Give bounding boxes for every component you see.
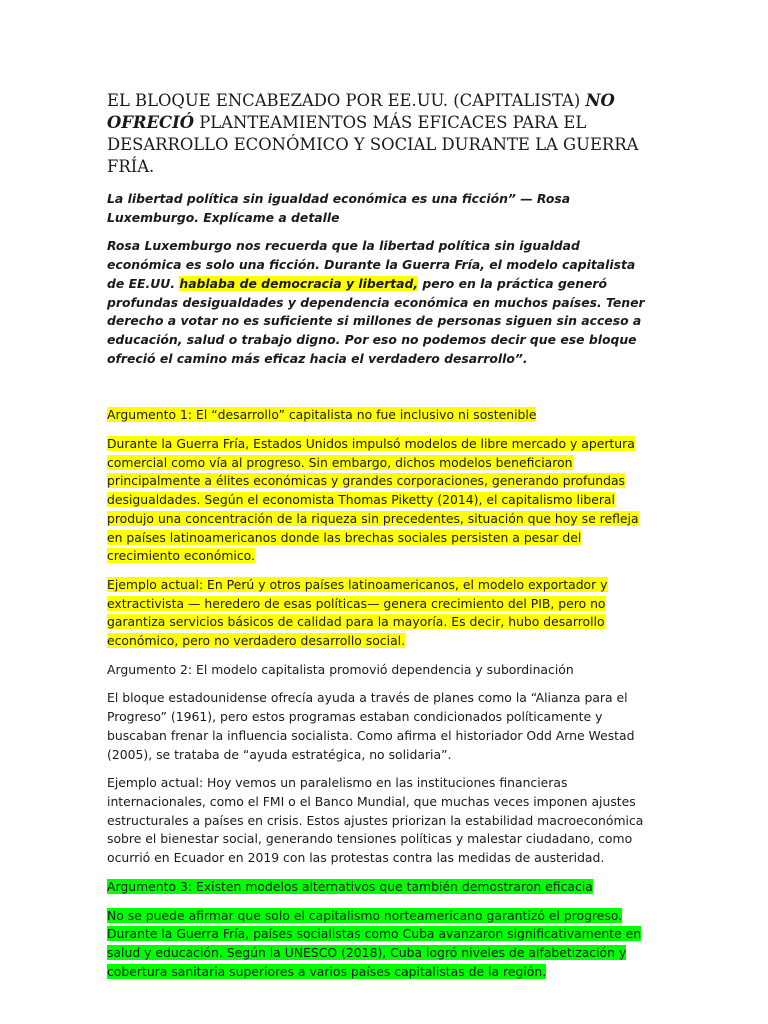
arg3-heading-text: Argumento 3: Existen modelos alternativos que también demostraron eficacia [107, 878, 593, 894]
intro-text-before: Rosa Luxemburgo nos recuerda que la libertad política sin igualdad económica es solo una ficción. Durante la Guerra Fría, el modelo capitalista de EE.UU. [107, 238, 636, 291]
document-title [107, 90, 647, 178]
arg1-example-text: Ejemplo actual: En Perú y otros países latinoamericanos, el modelo exportador y extractivista — heredero de esas políticas— genera crecimiento del PIB, pero no garantiza servicios básicos de calidad para la mayoría. Es decir, hubo desarrollo económico, pero no verdadero desarrollo social. [107, 576, 608, 649]
arg1-body [107, 435, 647, 566]
title-part2: PLANTEAMIENTOS MÁS EFICACES PARA EL DESARROLLO ECONÓMICO Y SOCIAL DURANTE LA GUERRA FRÍA. [107, 113, 639, 176]
intro-text-after: pero en la práctica generó profundas desigualdades y dependencia económica en muchos países. Tener derecho a votar no es suficiente si millones de personas siguen sin acceso a educación, salud o trabajo digno. Por eso no podemos decir que ese bloque ofreció el camino más eficaz hacia el verdadero desarrollo”. [107, 275, 645, 366]
arg3-heading [107, 878, 647, 897]
arg2-heading: Argumento 2: El modelo capitalista promovió dependencia y subordinación [107, 661, 574, 677]
spacer [107, 378, 647, 406]
title-part1: EL BLOQUE ENCABEZADO POR EE.UU. (CAPITALISTA) [107, 91, 586, 110]
arg1-body-text: Durante la Guerra Fría, Estados Unidos impulsó modelos de libre mercado y apertura comercial como vía al progreso. Sin embargo, dichos modelos beneficiaron principalmente a élites económicas y grandes corporaciones, generando profundas desigualdades. Según el economista Thomas Piketty (2014), el capitalismo liberal produjo una concentración de la riqueza sin precedentes, situación que hoy se refleja en países latinoamericanos donde las brechas sociales persisten a pesar del crecimiento económico. [107, 436, 639, 564]
arg2-body: El bloque estadounidense ofrecía ayuda a través de planes como la “Alianza para el Progreso” (1961), pero estos programas estaban condicionados políticamente y buscaban frenar la influencia socialista. Como afirma el historiador Odd Arne Westad (2005), se trataba de “ayuda estratégica, no solidaria”. [107, 690, 635, 762]
title-emphasis: NO OFRECIÓ [107, 91, 615, 132]
intro-paragraph [107, 237, 647, 368]
arg3-body-text: No se puede afirmar que solo el capitalismo norteamericano garantizó el progreso. Durante la Guerra Fría, países socialistas como Cuba avanzaron significativamente en salud y educación. Según la UNESCO (2018), Cuba logró niveles de alfabetización y cobertura sanitaria superiores a varios países capitalistas de la región. [107, 907, 642, 979]
arg1-heading-text: Argumento 1: El “desarrollo” capitalista no fue inclusivo ni sostenible [107, 407, 537, 423]
quote-prompt: La libertad política sin igualdad económica es una ficción” — Rosa Luxemburgo. Explícame a detalle [107, 191, 571, 225]
intro-highlight: hablaba de democracia y libertad, [179, 275, 419, 291]
arg1-example [107, 576, 647, 651]
document-page [107, 90, 647, 991]
arg2-example: Ejemplo actual: Hoy vemos un paralelismo en las instituciones financieras internacionales, como el FMI o el Banco Mundial, que muchas veces imponen ajustes estructurales a países en crisis. Estos ajustes priorizan la estabilidad macroeconómica sobre el bienestar social, generando tensiones políticas y malestar ciudadano, como ocurrió en Ecuador en 2019 con las protestas contra las medidas de austeridad. [107, 775, 644, 866]
arg3-body [107, 907, 647, 982]
arg1-heading [107, 406, 647, 425]
